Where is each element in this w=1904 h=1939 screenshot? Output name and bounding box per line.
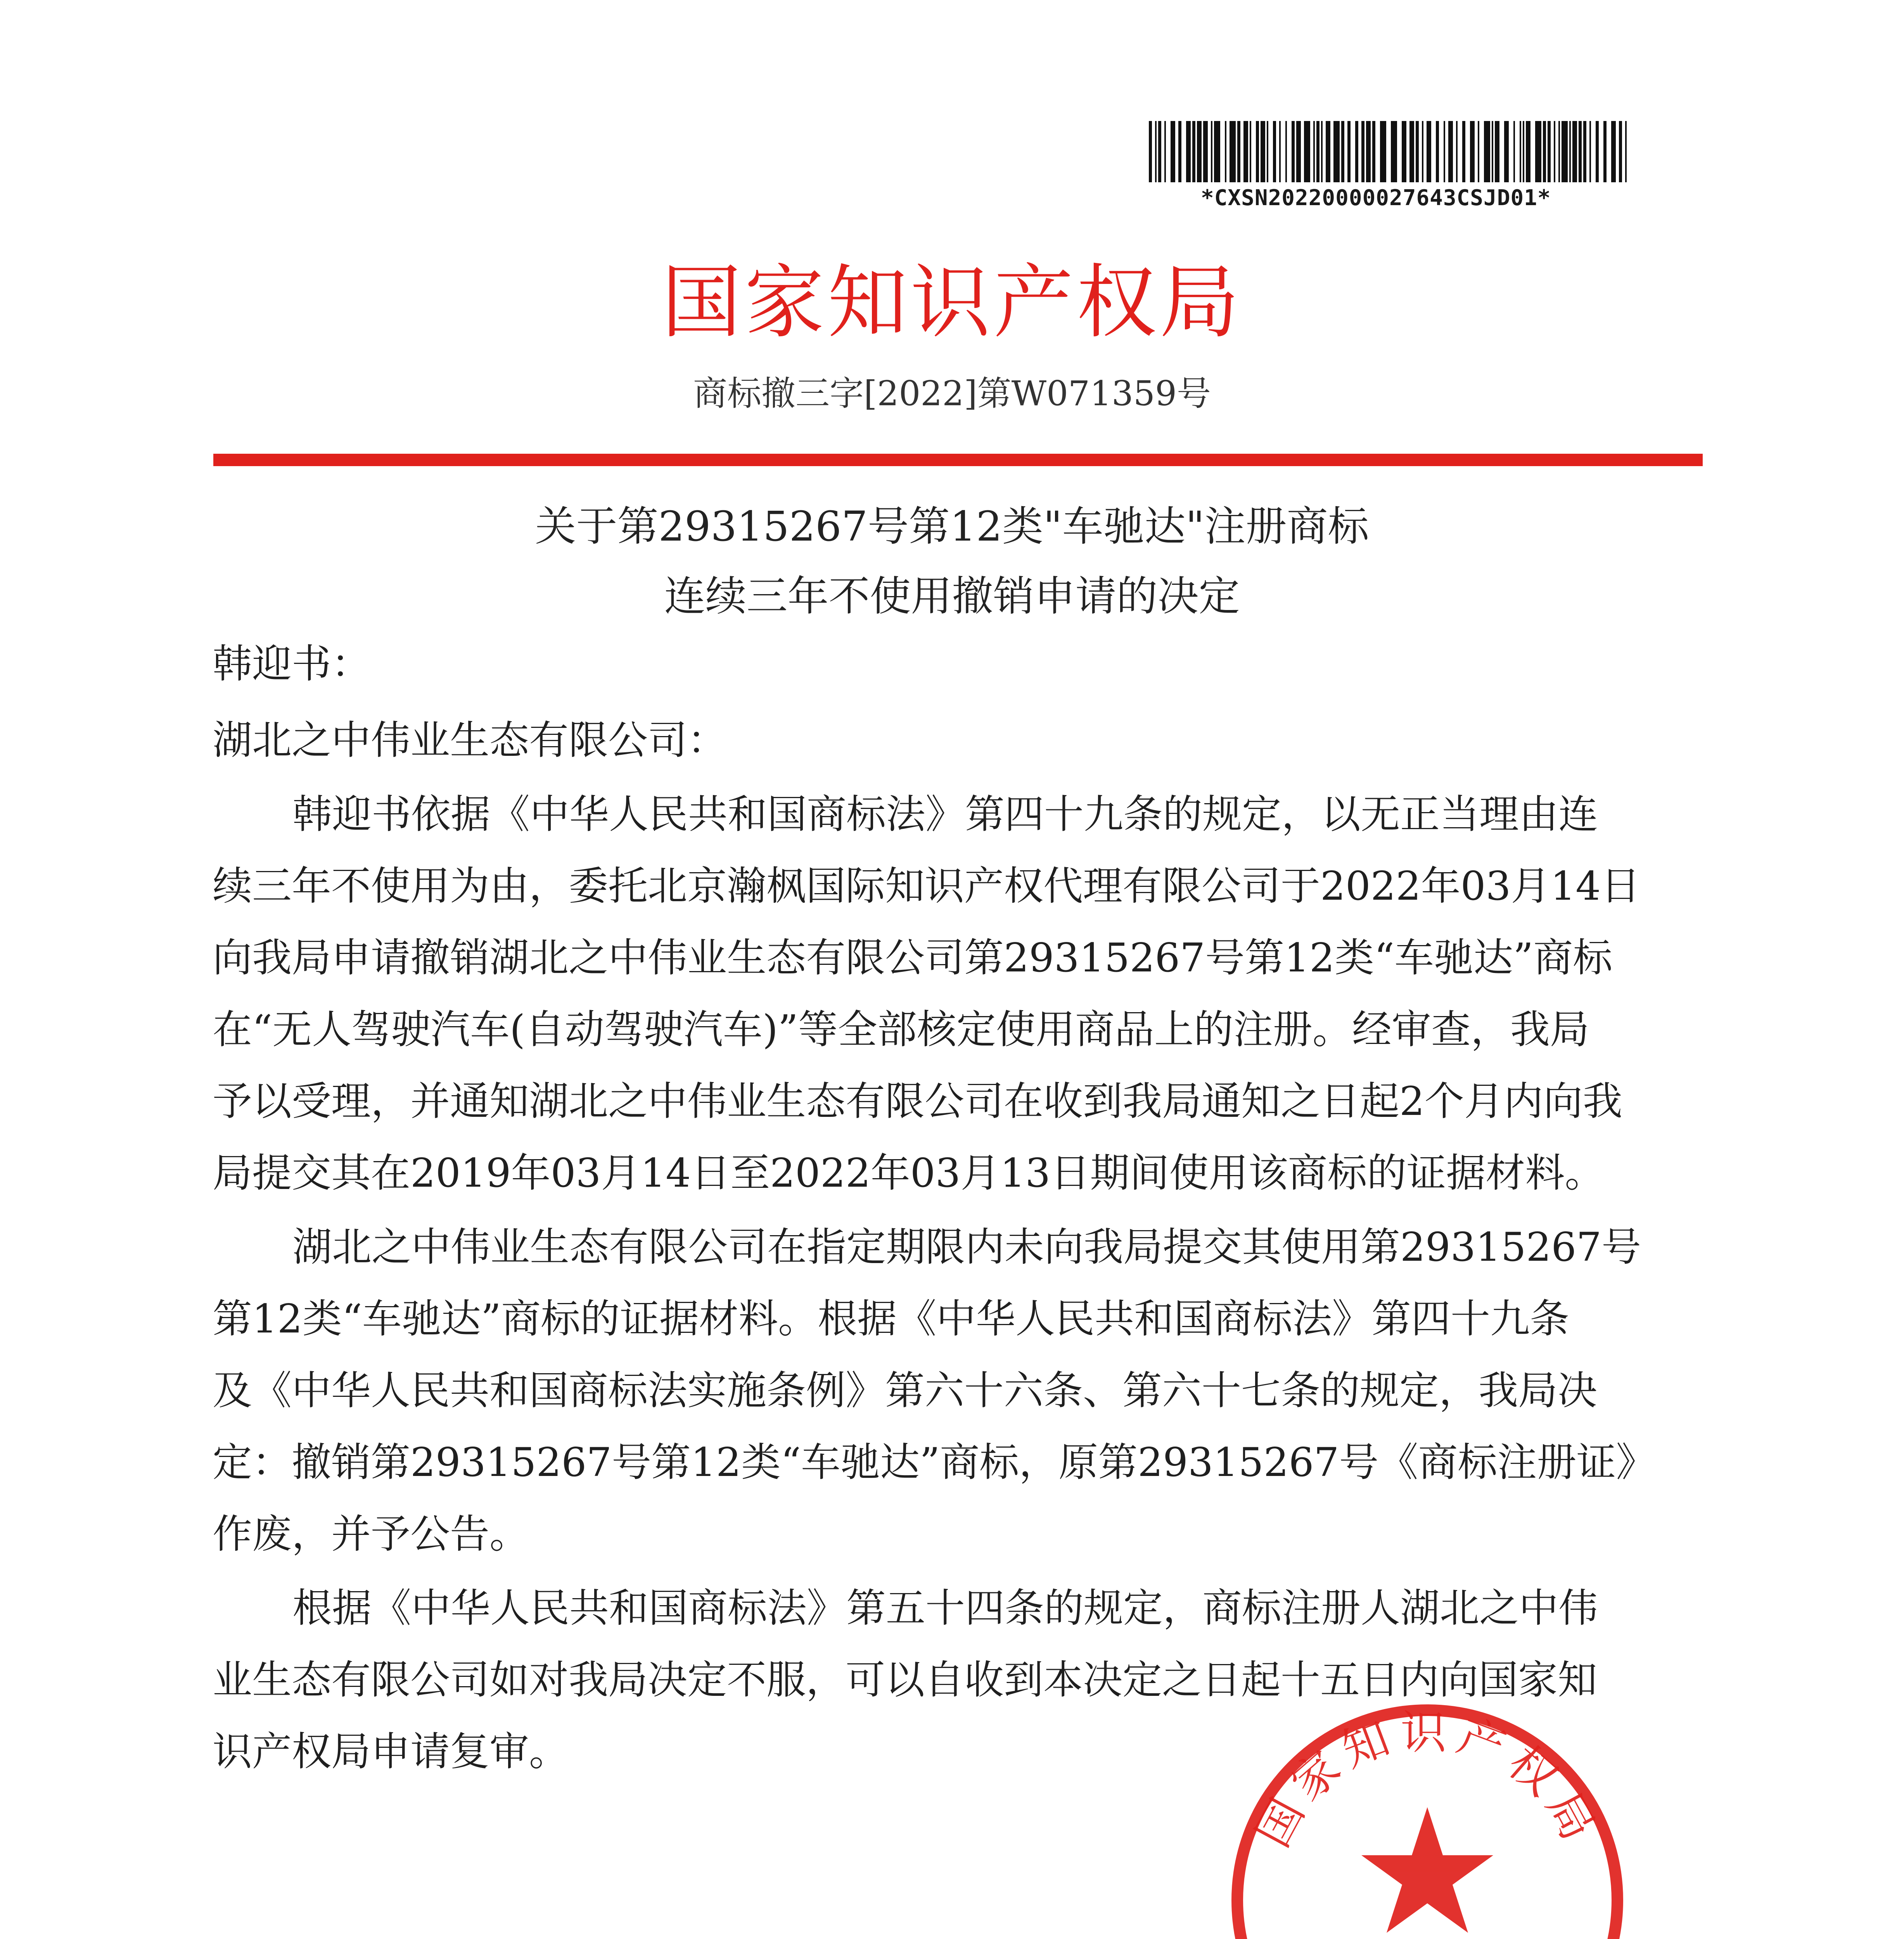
- barcode-bar: [1155, 121, 1157, 182]
- barcode-bar: [1492, 121, 1493, 182]
- barcode-bar: [1416, 121, 1419, 182]
- decision-title: [0, 492, 1904, 631]
- paragraph-line: 第12类“车驰达”商标的证据材料。根据《中华人民共和国商标法》第四十九条: [213, 1296, 1570, 1342]
- barcode-bar: [1250, 121, 1251, 182]
- barcode-bar: [1596, 121, 1599, 182]
- barcode-bar: [1296, 121, 1301, 182]
- barcode-bar: [1535, 121, 1541, 182]
- document-barcode: [1149, 121, 1634, 182]
- barcode-bar: [1625, 121, 1627, 182]
- barcode-bar: [1558, 121, 1560, 182]
- red-divider: [213, 454, 1703, 466]
- barcode-bar: [1444, 121, 1445, 182]
- barcode-bar: [1402, 121, 1406, 182]
- barcode-bar: [1470, 121, 1475, 182]
- barcode-bar: [1225, 121, 1226, 182]
- barcode-bar: [1543, 121, 1546, 182]
- barcode-bar: [1372, 121, 1375, 182]
- paragraph-line: 予以受理，并通知湖北之中伟业生态有限公司在收到我局通知之日起2个月内向我: [213, 1078, 1622, 1125]
- barcode-bar: [1484, 121, 1490, 182]
- barcode-bar: [1554, 121, 1555, 182]
- barcode-bar: [1456, 121, 1458, 182]
- paragraph-2: [213, 1211, 1703, 1570]
- barcode-bar: [1333, 121, 1340, 182]
- barcode-bar: [1192, 121, 1195, 182]
- barcode-bar: [1523, 121, 1524, 182]
- barcode-bar: [1256, 121, 1259, 182]
- barcode-bar: [1267, 121, 1268, 182]
- barcode-bar: [1391, 121, 1397, 182]
- barcode-bar: [1366, 121, 1371, 182]
- barcode-bar: [1589, 121, 1591, 182]
- title-line-2: 连续三年不使用撤销申请的决定: [664, 572, 1240, 620]
- title-line-1: 关于第29315267号第12类"车驰达"注册商标: [535, 503, 1369, 550]
- barcode-bar: [1448, 121, 1453, 182]
- barcode-bar: [1197, 121, 1202, 182]
- barcode-bar: [1611, 121, 1616, 182]
- barcode-bar: [1361, 121, 1364, 182]
- barcode-bar: [1579, 121, 1582, 182]
- paragraph-line: 业生态有限公司如对我局决定不服，可以自收到本决定之日起十五日内向国家知: [213, 1657, 1597, 1703]
- barcode-bar: [1243, 121, 1248, 182]
- barcode-bar: [1304, 121, 1310, 182]
- paragraph-line: 根据《中华人民共和国商标法》第五十四条的规定，商标注册人湖北之中伟: [292, 1585, 1598, 1631]
- agency-name: 国家知识产权局: [661, 256, 1243, 349]
- barcode-bar: [1171, 121, 1175, 182]
- barcode-bar: [1462, 121, 1465, 182]
- paragraph-line: 局提交其在2019年03月14日至2022年03月13日期间使用该商标的证据材料。: [213, 1150, 1605, 1196]
- barcode-bar: [1203, 121, 1208, 182]
- barcode-bar: [1214, 121, 1220, 182]
- barcode-bar: [1562, 121, 1568, 182]
- barcode-bar: [1316, 121, 1319, 182]
- barcode-bar: [1211, 121, 1212, 182]
- barcode-bar: [1520, 121, 1521, 182]
- seal-star-icon: [1361, 1807, 1493, 1933]
- document-number: 商标撤三字[2022]第W071359号: [693, 373, 1211, 413]
- barcode-code: *CXSN20220000027643CSJD01*: [1201, 185, 1551, 211]
- barcode-bar: [1164, 121, 1166, 182]
- decision-body: [213, 628, 1703, 1788]
- barcode-bar: [1149, 121, 1152, 182]
- paragraph-line: 在“无人驾驶汽车(自动驾驶汽车)”等全部核定使用商品上的注册。经审查，我局: [213, 1007, 1589, 1053]
- paragraph-line: 及《中华人民共和国商标法实施条例》第六十六条、第六十七条的规定，我局决: [213, 1368, 1597, 1414]
- barcode-bar: [1158, 121, 1161, 182]
- addressee-applicant: 韩迎书：: [213, 641, 371, 687]
- paragraph-line: 韩迎书依据《中华人民共和国商标法》第四十九条的规定，以无正当理由连: [292, 791, 1598, 838]
- barcode-bar: [1504, 121, 1509, 182]
- barcode-bar: [1230, 121, 1236, 182]
- paragraph-line: 作废，并予公告。: [213, 1511, 529, 1557]
- barcode-bar: [1619, 121, 1622, 182]
- barcode-bar: [1583, 121, 1586, 182]
- paragraph-line: 识产权局申请复审。: [213, 1729, 569, 1775]
- official-seal-stamp: [1218, 1691, 1637, 1939]
- barcode-bar: [1380, 121, 1386, 182]
- barcode-bar: [1292, 121, 1295, 182]
- barcode-bar: [1285, 121, 1287, 182]
- barcode-bar: [1341, 121, 1344, 182]
- barcode-bar: [1273, 121, 1276, 182]
- paragraph-line: 定：撤销第29315267号第12类“车驰达”商标，原第29315267号《商标注册证》: [213, 1440, 1656, 1486]
- barcode-bar: [1495, 121, 1499, 182]
- paragraph-line: 向我局申请撤销湖北之中伟业生态有限公司第29315267号第12类“车驰达”商标: [213, 935, 1613, 981]
- barcode-bar: [1355, 121, 1358, 182]
- barcode-bar: [1321, 121, 1323, 182]
- barcode-bar: [1427, 121, 1431, 182]
- barcode-bar: [1526, 121, 1530, 182]
- barcode-bar: [1572, 121, 1577, 182]
- paragraph-line: 湖北之中伟业生态有限公司在指定期限内未向我局提交其使用第29315267号: [292, 1224, 1641, 1270]
- barcode-bar: [1478, 121, 1479, 182]
- paragraph-1: [213, 779, 1703, 1209]
- barcode-bar: [1279, 121, 1281, 182]
- barcode-bar: [1409, 121, 1414, 182]
- barcode-bar: [1186, 121, 1191, 182]
- barcode-bar: [1436, 121, 1439, 182]
- barcode-bar: [1513, 121, 1515, 182]
- barcode-bar: [1347, 121, 1351, 182]
- seal-agency-text: 国家知识产权局: [1245, 1706, 1609, 1856]
- barcode-bar: [1569, 121, 1571, 182]
- barcode-bar: [1603, 121, 1607, 182]
- barcode-bar: [1237, 121, 1240, 182]
- barcode-bar: [1313, 121, 1315, 182]
- barcode-bar: [1261, 121, 1265, 182]
- barcode-bar: [1422, 121, 1423, 182]
- addressee-registrant: 湖北之中伟业生态有限公司：: [213, 717, 727, 764]
- barcode-bar: [1326, 121, 1330, 182]
- barcode-bar: [1178, 121, 1181, 182]
- barcode-bar: [1548, 121, 1551, 182]
- paragraph-line: 续三年不使用为由，委托北京瀚枫国际知识产权代理有限公司于2022年03月14日: [213, 863, 1641, 909]
